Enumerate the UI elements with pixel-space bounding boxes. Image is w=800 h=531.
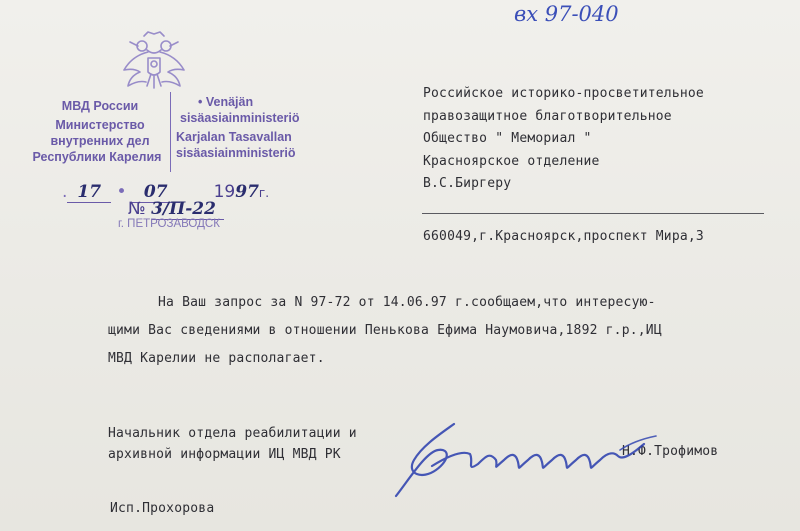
- number-prefix: №: [128, 199, 146, 219]
- recipient-block: [423, 83, 704, 196]
- stamp-left-line: Республики Карелия: [32, 150, 162, 164]
- stamp-right-line: sisäasiainministeriö: [180, 111, 300, 125]
- stamp-city: г. ПЕТРОЗАВОДСК: [118, 218, 220, 230]
- stamp-right-block: [176, 94, 300, 161]
- executor: Исп.Прохорова: [110, 501, 215, 516]
- stamp-number-line: [128, 199, 224, 219]
- stamp-divider: [170, 92, 171, 172]
- document-number: 3/П-22: [151, 199, 224, 220]
- incoming-mark: вх 97-040: [514, 2, 619, 26]
- stamp-left-line: Министерство: [55, 118, 145, 132]
- stamp-right-line: Karjalan Tasavallan: [176, 130, 292, 144]
- recipient-line: В.С.Биргеру: [423, 176, 512, 191]
- stamp-right-text: Venäjän: [205, 95, 254, 109]
- date-month: 07: [132, 182, 180, 203]
- body-line: МВД Карелии не располагает.: [108, 351, 325, 366]
- body-line: щими Вас сведениями в отношении Пенькова Ефима Наумовича,1892 г.р.,ИЦ: [108, 323, 662, 338]
- recipient-line: Красноярское отделение: [423, 153, 600, 169]
- date-year-prefix: 19: [213, 182, 236, 202]
- stamp-left-line: внутренних дел: [50, 134, 150, 148]
- recipient-divider: [422, 213, 764, 214]
- body-line: На Ваш запрос за N 97-72 от 14.06.97 г.сообщаем,что интересую-: [158, 295, 656, 310]
- signature-drawing: [392, 416, 662, 506]
- stamp-right-line: • Venäjän: [198, 95, 254, 109]
- recipient-address: 660049,г.Красноярск,проспект Мира,3: [423, 229, 704, 244]
- stamp-date-line: . 17 • 07 1997г.: [62, 182, 270, 202]
- signatory-title-line: архивной информации ИЦ МВД РК: [108, 447, 341, 462]
- stamp-right-line: sisäasiainministeriö: [176, 146, 296, 160]
- double-headed-eagle-icon: [118, 28, 190, 94]
- recipient-line: правозащитное благотворительное: [423, 108, 672, 124]
- date-suffix: г.: [258, 186, 270, 200]
- recipient-line: Российское историко-просветительное: [423, 86, 704, 101]
- date-year: 97: [235, 182, 259, 202]
- signatory-title-line: Начальник отдела реабилитации и: [108, 426, 357, 441]
- signatory-name: Н.Ф.Трофимов: [622, 444, 719, 459]
- stamp-left-line: МВД России: [61, 99, 139, 113]
- recipient-line: Общество " Мемориал ": [423, 131, 592, 146]
- stamp-left-block: [32, 98, 164, 165]
- date-day: 17: [67, 182, 111, 203]
